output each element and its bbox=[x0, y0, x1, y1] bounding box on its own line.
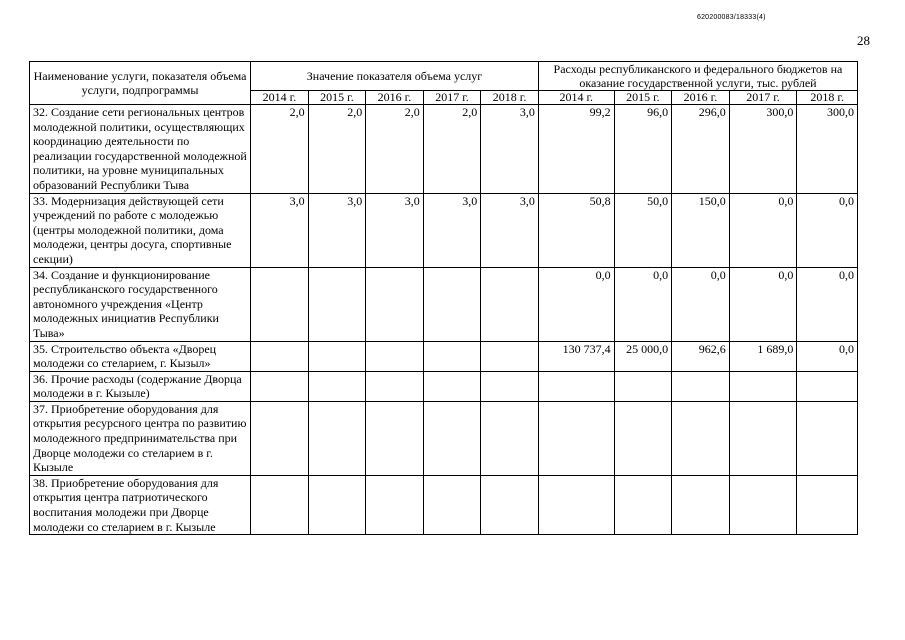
service-name-cell: 35. Строительство объекта «Дворец молодежи со стеларием, г. Кызыл» bbox=[30, 341, 251, 371]
expense-cell bbox=[729, 401, 797, 475]
volume-cell bbox=[481, 267, 539, 341]
service-name-cell: 33. Модернизация действующей сети учреждений по работе с молодежью (центры молодежной политики, дома молодежи, центры досуга, спортивные секции) bbox=[30, 193, 251, 267]
volume-cell: 3,0 bbox=[481, 193, 539, 267]
expense-cell: 0,0 bbox=[538, 267, 614, 341]
header-expense-year: 2018 г. bbox=[797, 91, 858, 105]
table-row bbox=[30, 401, 858, 475]
expense-cell: 0,0 bbox=[797, 267, 858, 341]
expense-cell bbox=[538, 475, 614, 534]
expense-cell bbox=[729, 371, 797, 401]
expense-cell: 50,0 bbox=[614, 193, 672, 267]
expense-cell: 0,0 bbox=[797, 341, 858, 371]
expense-cell: 96,0 bbox=[614, 105, 672, 194]
volume-cell bbox=[308, 475, 366, 534]
expense-cell: 0,0 bbox=[729, 193, 797, 267]
expense-cell bbox=[672, 371, 730, 401]
volume-cell bbox=[481, 401, 539, 475]
volume-cell bbox=[251, 267, 309, 341]
volume-cell bbox=[366, 401, 424, 475]
expense-cell bbox=[614, 401, 672, 475]
volume-cell bbox=[423, 267, 481, 341]
expense-cell: 962,6 bbox=[672, 341, 730, 371]
service-name-cell: 34. Создание и функционирование республиканского государственного автономного учреждения «Центр молодежных инициатив Республики Тыва» bbox=[30, 267, 251, 341]
expense-cell: 0,0 bbox=[672, 267, 730, 341]
volume-cell: 3,0 bbox=[366, 193, 424, 267]
volume-cell bbox=[251, 371, 309, 401]
volume-cell bbox=[423, 475, 481, 534]
service-name-cell: 38. Приобретение оборудования для открытия центра патриотического воспитания молодежи при Дворце молодежи со стеларием в г. Кызыле bbox=[30, 475, 251, 534]
volume-cell: 2,0 bbox=[423, 105, 481, 194]
header-expense-year: 2014 г. bbox=[538, 91, 614, 105]
header-expense-group: Расходы республиканского и федерального бюджетов на оказание государственной услуги, тыс. рублей bbox=[538, 62, 857, 91]
header-expense-year: 2017 г. bbox=[729, 91, 797, 105]
table-row bbox=[30, 341, 858, 371]
volume-cell: 3,0 bbox=[251, 193, 309, 267]
expense-cell bbox=[797, 371, 858, 401]
volume-cell bbox=[366, 371, 424, 401]
volume-cell bbox=[308, 341, 366, 371]
volume-cell: 3,0 bbox=[481, 105, 539, 194]
header-volume-year: 2015 г. bbox=[308, 91, 366, 105]
volume-cell: 2,0 bbox=[251, 105, 309, 194]
header-volume-year: 2016 г. bbox=[366, 91, 424, 105]
volume-cell bbox=[366, 475, 424, 534]
table-row bbox=[30, 267, 858, 341]
volume-cell bbox=[481, 475, 539, 534]
table-row bbox=[30, 193, 858, 267]
expense-cell bbox=[614, 371, 672, 401]
expense-cell bbox=[797, 401, 858, 475]
volume-cell bbox=[308, 371, 366, 401]
expense-cell: 1 689,0 bbox=[729, 341, 797, 371]
expense-cell: 99,2 bbox=[538, 105, 614, 194]
volume-cell bbox=[251, 475, 309, 534]
service-name-cell: 32. Создание сети региональных центров молодежной политики, осуществляющих координацию деятельности по реализации государственной молодежной политики, на уровне муниципальных образований Республики Тыва bbox=[30, 105, 251, 194]
expense-cell bbox=[672, 401, 730, 475]
service-name-cell: 37. Приобретение оборудования для открытия ресурсного центра по развитию молодежного предпринимательства при Дворце молодежи со стеларием в г. Кызыле bbox=[30, 401, 251, 475]
volume-cell bbox=[308, 267, 366, 341]
header-volume-group: Значение показателя объема услуг bbox=[251, 62, 539, 91]
expense-cell: 300,0 bbox=[797, 105, 858, 194]
table-row bbox=[30, 371, 858, 401]
volume-cell bbox=[366, 341, 424, 371]
table-row bbox=[30, 105, 858, 194]
volume-cell: 2,0 bbox=[366, 105, 424, 194]
header-volume-year: 2014 г. bbox=[251, 91, 309, 105]
volume-cell bbox=[251, 341, 309, 371]
expense-cell: 0,0 bbox=[797, 193, 858, 267]
volume-cell bbox=[308, 401, 366, 475]
expense-cell: 0,0 bbox=[729, 267, 797, 341]
expense-cell bbox=[672, 475, 730, 534]
expense-cell bbox=[797, 475, 858, 534]
header-expense-year: 2015 г. bbox=[614, 91, 672, 105]
volume-cell: 3,0 bbox=[423, 193, 481, 267]
volume-cell: 3,0 bbox=[308, 193, 366, 267]
service-name-cell: 36. Прочие расходы (содержание Дворца молодежи в г. Кызыле) bbox=[30, 371, 251, 401]
page-number: 28 bbox=[857, 33, 870, 48]
header-service-name: Наименование услуги, показателя объема услуги, подпрограммы bbox=[30, 62, 251, 105]
expense-cell: 130 737,4 bbox=[538, 341, 614, 371]
volume-cell bbox=[251, 401, 309, 475]
volume-cell bbox=[423, 371, 481, 401]
volume-cell bbox=[423, 341, 481, 371]
volume-cell: 2,0 bbox=[308, 105, 366, 194]
expense-cell: 150,0 bbox=[672, 193, 730, 267]
volume-cell bbox=[423, 401, 481, 475]
expense-cell: 0,0 bbox=[614, 267, 672, 341]
expense-cell: 296,0 bbox=[672, 105, 730, 194]
expense-cell: 300,0 bbox=[729, 105, 797, 194]
expense-cell: 50,8 bbox=[538, 193, 614, 267]
expense-cell bbox=[614, 475, 672, 534]
header-volume-year: 2017 г. bbox=[423, 91, 481, 105]
volume-cell bbox=[481, 371, 539, 401]
expense-cell bbox=[538, 401, 614, 475]
services-table bbox=[29, 61, 858, 535]
table-row bbox=[30, 475, 858, 534]
expense-cell: 25 000,0 bbox=[614, 341, 672, 371]
header-volume-year: 2018 г. bbox=[481, 91, 539, 105]
expense-cell bbox=[729, 475, 797, 534]
header-expense-year: 2016 г. bbox=[672, 91, 730, 105]
volume-cell bbox=[481, 341, 539, 371]
document-id: 620200083/18333(4) bbox=[697, 14, 766, 21]
expense-cell bbox=[538, 371, 614, 401]
volume-cell bbox=[366, 267, 424, 341]
